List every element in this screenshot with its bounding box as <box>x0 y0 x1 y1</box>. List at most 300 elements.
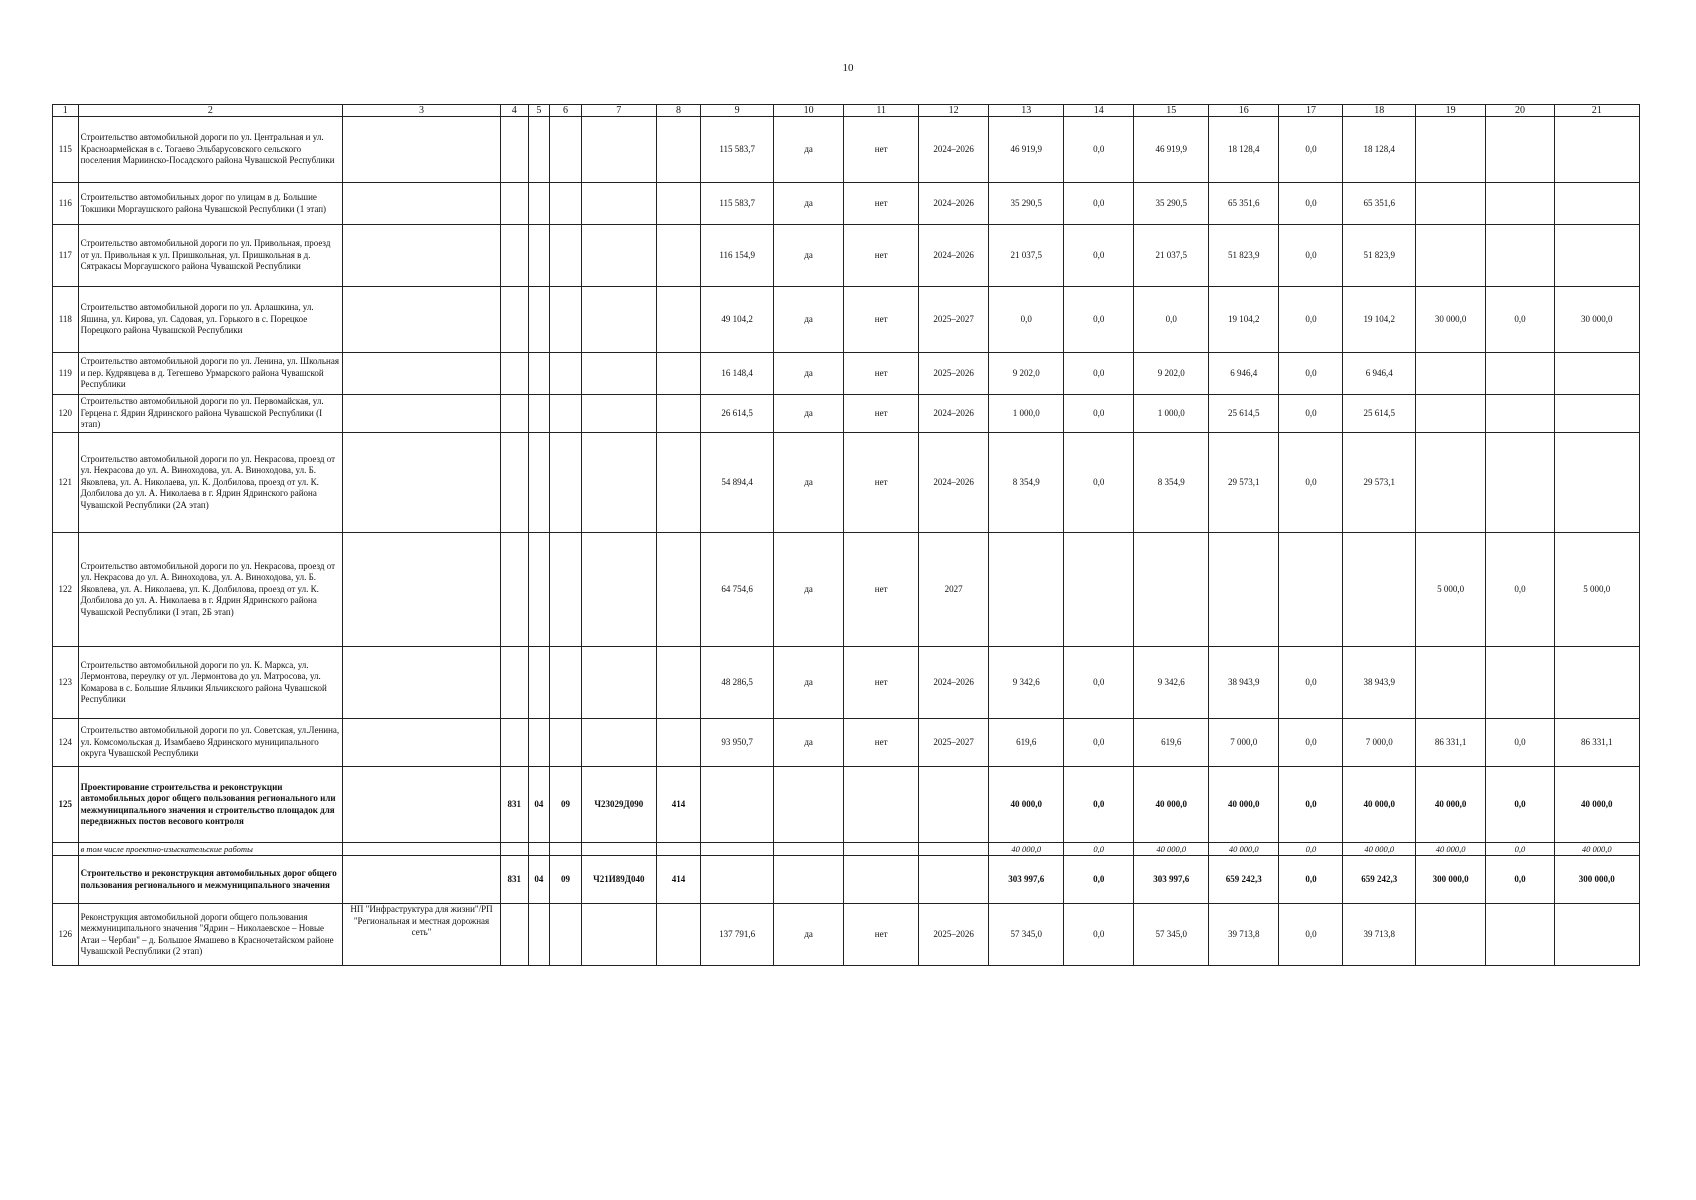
column-header: 18 <box>1343 105 1416 117</box>
table-cell <box>1486 353 1554 395</box>
table-cell <box>1415 225 1485 287</box>
table-row <box>53 183 1640 225</box>
column-header: 7 <box>581 105 656 117</box>
table-cell <box>581 719 656 767</box>
table-cell: 0,0 <box>1279 647 1343 719</box>
column-header: 16 <box>1209 105 1279 117</box>
object-name-cell: Строительство автомобильной дороги по ул. Некрасова, проезд от ул. Некрасова до ул. А. Виноходова, ул. А. Виноходова, ул. Б. Яковлева, ул. А. Николаева, ул. К. Долбилова, проезд от ул. К. Долбилова до ул. А. Николаева в г. Ядрин Ядринского района Чувашской Республики (2А этап) <box>78 433 343 533</box>
table-cell <box>528 225 549 287</box>
table-row <box>53 647 1640 719</box>
project-cell <box>343 287 501 353</box>
table-cell: да <box>773 533 843 647</box>
table-cell: 86 331,1 <box>1554 719 1639 767</box>
table-cell: 29 573,1 <box>1209 433 1279 533</box>
table-cell <box>918 843 988 856</box>
table-cell: 115 583,7 <box>701 117 774 183</box>
table-cell <box>1554 433 1639 533</box>
column-header: 3 <box>343 105 501 117</box>
table-cell: 40 000,0 <box>1209 767 1279 843</box>
table-cell: да <box>773 647 843 719</box>
table-cell: да <box>773 353 843 395</box>
row-number-cell: 122 <box>53 533 79 647</box>
table-cell: 659 242,3 <box>1343 856 1416 904</box>
table-cell: 26 614,5 <box>701 395 774 433</box>
table-cell <box>918 856 988 904</box>
table-cell: 2027 <box>918 533 988 647</box>
table-cell: 0,0 <box>1486 287 1554 353</box>
table-cell <box>581 395 656 433</box>
table-cell <box>701 767 774 843</box>
table-cell <box>528 287 549 353</box>
table-cell: 8 354,9 <box>1134 433 1209 533</box>
column-header: 21 <box>1554 105 1639 117</box>
table-cell: да <box>773 395 843 433</box>
table-row <box>53 533 1640 647</box>
table-cell: 40 000,0 <box>1554 843 1639 856</box>
column-header: 4 <box>500 105 528 117</box>
object-name-cell: Строительство автомобильной дороги по ул. Некрасова, проезд от ул. Некрасова до ул. А. Виноходова, ул. А. Виноходова, ул. Б. Яковлева, ул. А. Николаева, ул. К. Долбилова, проезд от ул. К. Долбилова до ул. А. Николаева в г. Ядрин Ядринского района Чувашской Республики (I этап, 2Б этап) <box>78 533 343 647</box>
table-cell: 0,0 <box>1279 433 1343 533</box>
table-cell: 19 104,2 <box>1209 287 1279 353</box>
table-cell: 619,6 <box>1134 719 1209 767</box>
table-cell: 51 823,9 <box>1343 225 1416 287</box>
project-cell: НП "Инфраструктура для жизни"/РП "Региональная и местная дорожная сеть" <box>343 904 501 966</box>
table-row <box>53 767 1640 843</box>
table-cell: 300 000,0 <box>1554 856 1639 904</box>
table-cell <box>1486 183 1554 225</box>
table-cell: 0,0 <box>1486 767 1554 843</box>
table-cell: 2024–2026 <box>918 433 988 533</box>
table-cell <box>500 843 528 856</box>
table-cell: 0,0 <box>1064 856 1134 904</box>
table-cell <box>549 287 581 353</box>
table-cell: 2024–2026 <box>918 117 988 183</box>
table-cell: 0,0 <box>1279 117 1343 183</box>
table-cell <box>656 433 701 533</box>
table-cell: 46 919,9 <box>989 117 1064 183</box>
table-cell <box>1415 183 1485 225</box>
table-cell <box>1486 647 1554 719</box>
table-cell: 0,0 <box>1064 433 1134 533</box>
table-cell <box>1554 647 1639 719</box>
table-cell <box>1209 533 1279 647</box>
table-row <box>53 287 1640 353</box>
table-cell: 40 000,0 <box>1415 843 1485 856</box>
table-cell <box>844 856 919 904</box>
header-row <box>53 105 1640 117</box>
table-cell: 831 <box>500 856 528 904</box>
table-cell: 25 614,5 <box>1209 395 1279 433</box>
table-cell <box>581 647 656 719</box>
table-cell: 137 791,6 <box>701 904 774 966</box>
table-cell <box>1486 433 1554 533</box>
table-cell: да <box>773 183 843 225</box>
table-row <box>53 843 1640 856</box>
table-cell: 9 202,0 <box>1134 353 1209 395</box>
table-cell <box>844 843 919 856</box>
table-cell <box>1343 533 1416 647</box>
row-number-cell: 119 <box>53 353 79 395</box>
object-name-cell: Строительство автомобильной дороги по ул. Первомайская, ул. Герцена г. Ядрин Ядринского района Чувашской Республики (I этап) <box>78 395 343 433</box>
table-cell <box>656 225 701 287</box>
column-header: 8 <box>656 105 701 117</box>
table-cell: 1 000,0 <box>989 395 1064 433</box>
table-cell <box>1486 395 1554 433</box>
table-cell: 6 946,4 <box>1343 353 1416 395</box>
project-cell <box>343 647 501 719</box>
table-cell: 0,0 <box>1486 856 1554 904</box>
table-cell: 0,0 <box>1486 719 1554 767</box>
table-cell: 0,0 <box>1064 647 1134 719</box>
object-name-cell: Строительство автомобильной дороги по ул. Советская, ул.Ленина, ул. Комсомольская д. Изамбаево Ядринского муниципального округа Чувашской Республики <box>78 719 343 767</box>
table-cell: 21 037,5 <box>1134 225 1209 287</box>
table-cell <box>1554 183 1639 225</box>
table-cell: да <box>773 225 843 287</box>
table-cell: 0,0 <box>1279 287 1343 353</box>
table-cell <box>549 225 581 287</box>
table-row <box>53 117 1640 183</box>
column-header: 14 <box>1064 105 1134 117</box>
object-name-cell: Строительство автомобильных дорог по улицам в д. Большие Токшики Моргаушского района Чувашской Республики (1 этап) <box>78 183 343 225</box>
row-number-cell: 116 <box>53 183 79 225</box>
table-cell <box>1279 533 1343 647</box>
table-cell: 09 <box>549 767 581 843</box>
table-cell: 303 997,6 <box>989 856 1064 904</box>
table-cell <box>656 719 701 767</box>
table-cell: 40 000,0 <box>1415 767 1485 843</box>
table-cell <box>549 647 581 719</box>
table-cell: 303 997,6 <box>1134 856 1209 904</box>
table-cell <box>1486 117 1554 183</box>
table-cell: 09 <box>549 856 581 904</box>
table-cell: 64 754,6 <box>701 533 774 647</box>
table-cell: нет <box>844 904 919 966</box>
object-name-cell: Реконструкция автомобильной дороги общего пользования межмуниципального значения "Ядрин – Николаевское – Новые Атаи – Чербаи" – д. Большое Ямашево в Красночетайском районе Чувашской Республики (2 этап) <box>78 904 343 966</box>
table-cell: 115 583,7 <box>701 183 774 225</box>
table-cell <box>656 395 701 433</box>
table-cell: 0,0 <box>1134 287 1209 353</box>
table-row <box>53 433 1640 533</box>
table-cell: да <box>773 719 843 767</box>
table-cell: 7 000,0 <box>1209 719 1279 767</box>
table-row <box>53 395 1640 433</box>
table-cell: 0,0 <box>1486 533 1554 647</box>
table-cell: 0,0 <box>1064 183 1134 225</box>
table-cell <box>528 353 549 395</box>
row-number-cell: 118 <box>53 287 79 353</box>
table-cell: 0,0 <box>1064 225 1134 287</box>
table-cell: 86 331,1 <box>1415 719 1485 767</box>
object-name-cell: Проектирование строительства и реконструкции автомобильных дорог общего пользования регионального или межмуниципального значения и строительство площадок для передвижных постов весового контроля <box>78 767 343 843</box>
table-cell <box>500 719 528 767</box>
table-cell <box>549 533 581 647</box>
table-cell: 0,0 <box>1279 767 1343 843</box>
table-cell: 0,0 <box>1279 904 1343 966</box>
project-cell <box>343 856 501 904</box>
table-cell: да <box>773 904 843 966</box>
table-cell: 30 000,0 <box>1415 287 1485 353</box>
table-cell: нет <box>844 225 919 287</box>
table-cell: нет <box>844 353 919 395</box>
table-cell <box>500 183 528 225</box>
table-cell: 116 154,9 <box>701 225 774 287</box>
table-cell <box>581 433 656 533</box>
table-cell <box>528 433 549 533</box>
table-cell <box>701 856 774 904</box>
table-cell <box>528 904 549 966</box>
table-cell <box>1134 533 1209 647</box>
table-cell <box>773 843 843 856</box>
table-cell <box>581 533 656 647</box>
table-cell: 38 943,9 <box>1209 647 1279 719</box>
project-cell <box>343 433 501 533</box>
table-cell: 0,0 <box>1279 225 1343 287</box>
column-header: 9 <box>701 105 774 117</box>
table-cell <box>549 183 581 225</box>
table-cell: 619,6 <box>989 719 1064 767</box>
project-cell <box>343 843 501 856</box>
table-cell <box>549 719 581 767</box>
row-number-cell: 126 <box>53 904 79 966</box>
table-cell: 300 000,0 <box>1415 856 1485 904</box>
table-cell: 0,0 <box>1486 843 1554 856</box>
object-name-cell: Строительство автомобильной дороги по ул. Привольная, проезд от ул. Привольная к ул. Пришкольная, ул. Пришкольная в д. Сятракасы Моргаушского района Чувашской Республики <box>78 225 343 287</box>
table-cell: 04 <box>528 767 549 843</box>
table-cell: 35 290,5 <box>1134 183 1209 225</box>
table-cell <box>656 183 701 225</box>
column-header: 20 <box>1486 105 1554 117</box>
table-cell: 40 000,0 <box>1343 843 1416 856</box>
column-header: 11 <box>844 105 919 117</box>
table-cell <box>581 225 656 287</box>
table-cell: нет <box>844 117 919 183</box>
table-cell: 35 290,5 <box>989 183 1064 225</box>
table-cell: 57 345,0 <box>989 904 1064 966</box>
table-cell <box>1554 353 1639 395</box>
table-cell: 0,0 <box>989 287 1064 353</box>
table-cell: 5 000,0 <box>1415 533 1485 647</box>
table-cell: 0,0 <box>1064 767 1134 843</box>
table-cell <box>581 117 656 183</box>
table-cell <box>528 719 549 767</box>
table-cell: 0,0 <box>1064 353 1134 395</box>
table-cell <box>581 904 656 966</box>
table-cell <box>500 533 528 647</box>
table-cell: 93 950,7 <box>701 719 774 767</box>
table-cell <box>528 533 549 647</box>
table-cell: нет <box>844 433 919 533</box>
table-cell: 29 573,1 <box>1343 433 1416 533</box>
table-cell <box>500 433 528 533</box>
table-cell: 2025–2026 <box>918 904 988 966</box>
project-cell <box>343 225 501 287</box>
table-cell: нет <box>844 287 919 353</box>
table-cell: 40 000,0 <box>989 843 1064 856</box>
table-cell: 46 919,9 <box>1134 117 1209 183</box>
table-cell <box>500 287 528 353</box>
table-cell <box>1415 647 1485 719</box>
table-cell <box>656 353 701 395</box>
table-cell: 9 342,6 <box>989 647 1064 719</box>
table-cell: 2025–2027 <box>918 287 988 353</box>
table-cell: 0,0 <box>1064 395 1134 433</box>
table-cell: 6 946,4 <box>1209 353 1279 395</box>
table-cell: 2024–2026 <box>918 395 988 433</box>
table-cell <box>500 353 528 395</box>
table-cell <box>1554 395 1639 433</box>
table-cell: да <box>773 117 843 183</box>
table-cell: 57 345,0 <box>1134 904 1209 966</box>
column-header: 15 <box>1134 105 1209 117</box>
column-header: 12 <box>918 105 988 117</box>
table-cell <box>656 647 701 719</box>
table-cell: 9 202,0 <box>989 353 1064 395</box>
project-cell <box>343 533 501 647</box>
table-cell: 0,0 <box>1064 287 1134 353</box>
table-cell <box>989 533 1064 647</box>
project-cell <box>343 719 501 767</box>
column-header: 2 <box>78 105 343 117</box>
table-cell <box>581 287 656 353</box>
table-cell <box>1554 117 1639 183</box>
table-cell: 5 000,0 <box>1554 533 1639 647</box>
table-cell: 21 037,5 <box>989 225 1064 287</box>
table-cell: 48 286,5 <box>701 647 774 719</box>
column-header: 10 <box>773 105 843 117</box>
table-cell: нет <box>844 533 919 647</box>
row-number-cell: 120 <box>53 395 79 433</box>
table-cell <box>549 117 581 183</box>
row-number-cell: 121 <box>53 433 79 533</box>
table-row <box>53 225 1640 287</box>
table-cell: 0,0 <box>1279 353 1343 395</box>
row-number-cell: 125 <box>53 767 79 843</box>
table-cell: 414 <box>656 767 701 843</box>
table-cell: 65 351,6 <box>1343 183 1416 225</box>
table-cell: Ч21И89Д040 <box>581 856 656 904</box>
table-cell <box>656 904 701 966</box>
table-cell: 0,0 <box>1279 183 1343 225</box>
table-cell: 2024–2026 <box>918 647 988 719</box>
object-name-cell: в том числе проектно-изыскательские работы <box>78 843 343 856</box>
object-name-cell: Строительство автомобильной дороги по ул. К. Маркса, ул. Лермонтова, переулку от ул. Лермонтова до ул. Матросова, ул. Комарова в с. Большие Яльчики Яльчикского района Чувашской Республики <box>78 647 343 719</box>
table-cell <box>549 395 581 433</box>
table-cell: 40 000,0 <box>1343 767 1416 843</box>
row-number-cell: 115 <box>53 117 79 183</box>
table-cell: 39 713,8 <box>1209 904 1279 966</box>
table-row <box>53 856 1640 904</box>
column-header: 17 <box>1279 105 1343 117</box>
project-cell <box>343 183 501 225</box>
table-cell <box>549 353 581 395</box>
table-cell: 831 <box>500 767 528 843</box>
table-cell: нет <box>844 183 919 225</box>
table-cell <box>656 843 701 856</box>
table-cell <box>1415 904 1485 966</box>
table-cell <box>1415 433 1485 533</box>
project-cell <box>343 117 501 183</box>
table-cell: 40 000,0 <box>1554 767 1639 843</box>
column-header: 13 <box>989 105 1064 117</box>
table-cell <box>773 767 843 843</box>
table-cell: 2025–2026 <box>918 353 988 395</box>
table-cell <box>500 647 528 719</box>
table-cell: Ч23029Д090 <box>581 767 656 843</box>
table-cell <box>773 856 843 904</box>
object-name-cell: Строительство и реконструкция автомобильных дорог общего пользования регионального и межмуниципального значения <box>78 856 343 904</box>
table-cell: нет <box>844 395 919 433</box>
table-cell: 40 000,0 <box>1134 767 1209 843</box>
table-cell: нет <box>844 719 919 767</box>
table-cell: 0,0 <box>1279 843 1343 856</box>
table-cell: да <box>773 287 843 353</box>
table-cell: 40 000,0 <box>1209 843 1279 856</box>
row-number-cell <box>53 843 79 856</box>
row-number-cell: 124 <box>53 719 79 767</box>
table-cell <box>528 117 549 183</box>
table-cell <box>1554 904 1639 966</box>
table-cell <box>656 533 701 647</box>
table-cell: 0,0 <box>1279 719 1343 767</box>
page-number: 10 <box>842 62 854 74</box>
table-cell <box>581 843 656 856</box>
table-cell <box>1064 533 1134 647</box>
table-cell <box>844 767 919 843</box>
table-cell: 1 000,0 <box>1134 395 1209 433</box>
table-cell <box>500 117 528 183</box>
row-number-cell: 123 <box>53 647 79 719</box>
column-header: 5 <box>528 105 549 117</box>
table-cell <box>1415 353 1485 395</box>
table-cell: 65 351,6 <box>1209 183 1279 225</box>
table-cell: 30 000,0 <box>1554 287 1639 353</box>
table-cell: 38 943,9 <box>1343 647 1416 719</box>
object-name-cell: Строительство автомобильной дороги по ул. Центральная и ул. Красноармейская в с. Тогаево Эльбарусовского сельского поселения Мариинско-Посадского района Чувашской Республики <box>78 117 343 183</box>
table-cell: 414 <box>656 856 701 904</box>
table-body <box>53 105 1640 966</box>
table-cell <box>1415 117 1485 183</box>
table-cell: 51 823,9 <box>1209 225 1279 287</box>
table-cell <box>1554 225 1639 287</box>
table-cell <box>701 843 774 856</box>
table-cell: 40 000,0 <box>989 767 1064 843</box>
table-cell: 7 000,0 <box>1343 719 1416 767</box>
table-row <box>53 353 1640 395</box>
project-cell <box>343 767 501 843</box>
table-cell <box>500 225 528 287</box>
table-cell: 2025–2027 <box>918 719 988 767</box>
table-cell: 2024–2026 <box>918 225 988 287</box>
table-cell: 0,0 <box>1279 395 1343 433</box>
table-cell <box>1486 904 1554 966</box>
project-cell <box>343 395 501 433</box>
table-cell: 19 104,2 <box>1343 287 1416 353</box>
table-row <box>53 904 1640 966</box>
table-cell <box>549 433 581 533</box>
table-cell <box>528 647 549 719</box>
column-header: 1 <box>53 105 79 117</box>
table-cell: 18 128,4 <box>1343 117 1416 183</box>
table-cell: 49 104,2 <box>701 287 774 353</box>
row-number-cell: 117 <box>53 225 79 287</box>
table-cell: 40 000,0 <box>1134 843 1209 856</box>
project-cell <box>343 353 501 395</box>
table-cell: 0,0 <box>1279 856 1343 904</box>
table-cell: 16 148,4 <box>701 353 774 395</box>
table-cell: 0,0 <box>1064 117 1134 183</box>
table-cell: 2024–2026 <box>918 183 988 225</box>
table-cell <box>1486 225 1554 287</box>
